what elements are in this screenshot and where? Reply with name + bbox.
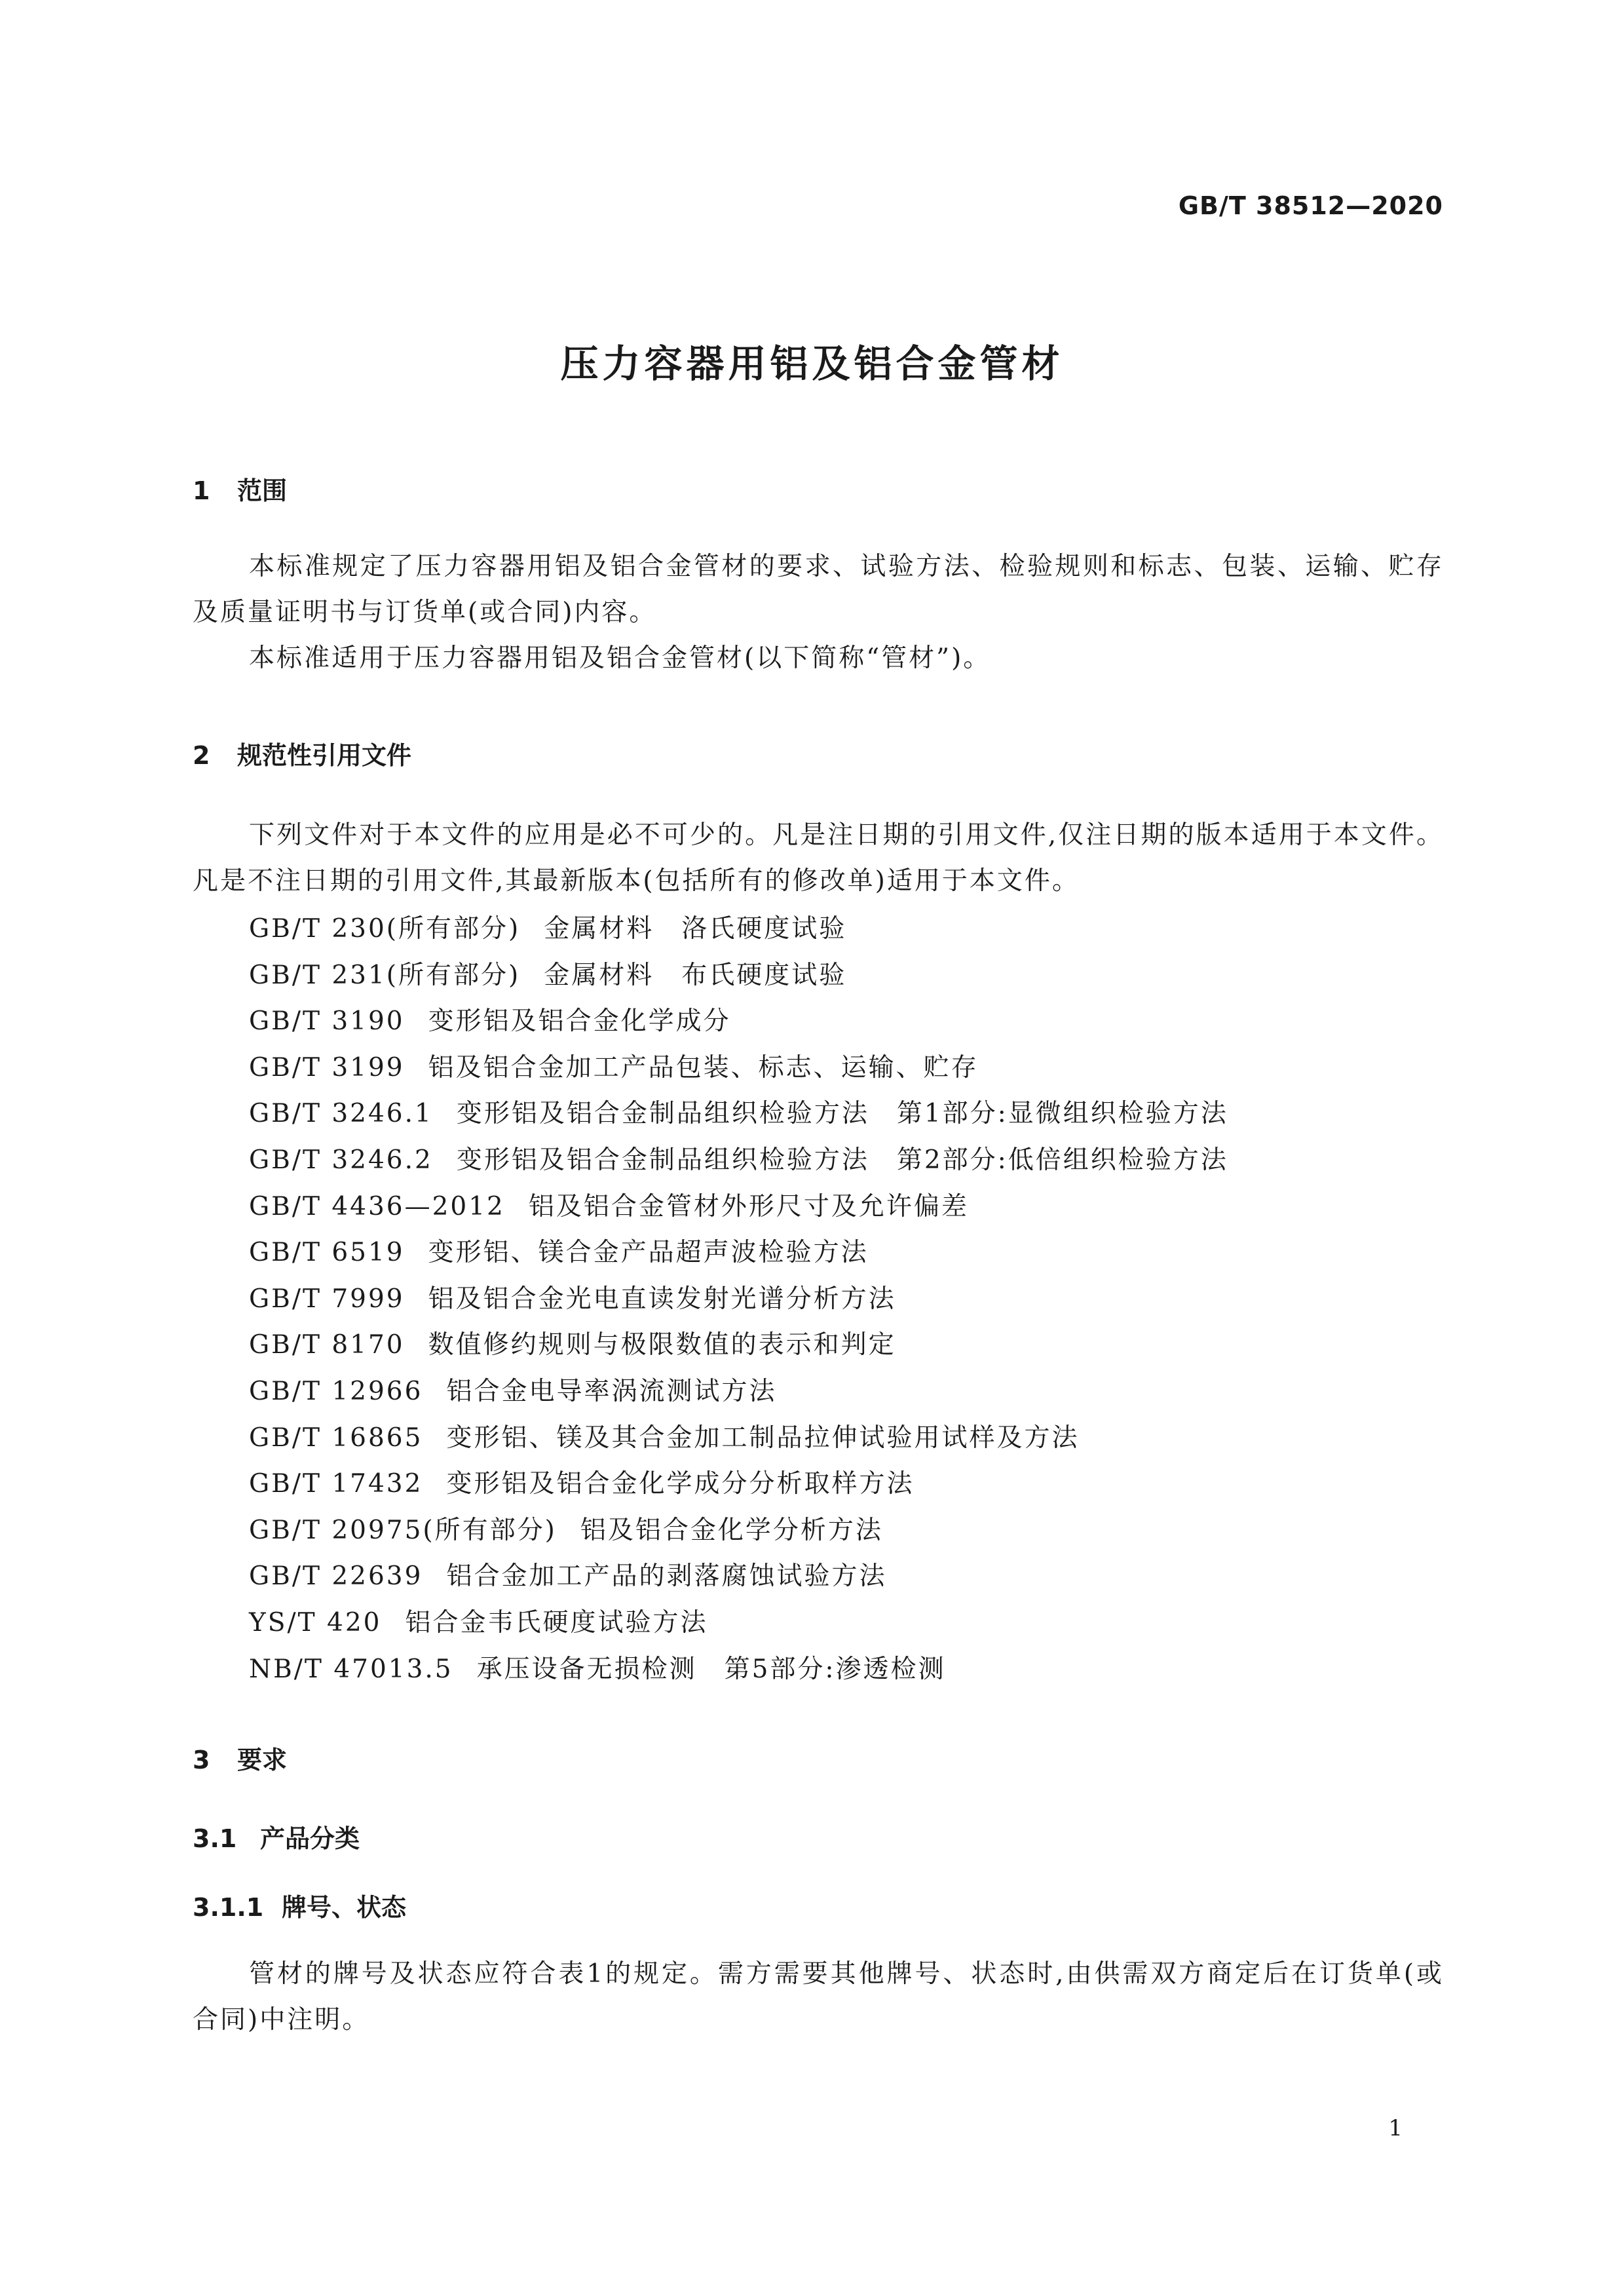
reference-title: 金属材料 布氏硬度试验 (544, 960, 847, 990)
section-number: 1 (193, 476, 210, 505)
reference-item (249, 1508, 1228, 1554)
reference-title: 铝及铝合金加工产品包装、标志、运输、贮存 (428, 1052, 979, 1082)
reference-code: GB/T 12966 (249, 1376, 423, 1406)
section-3-1-1-heading (193, 1887, 406, 1923)
reference-title: 变形铝及铝合金制品组织检验方法 第2部分:低倍组织检验方法 (456, 1145, 1228, 1175)
reference-code: GB/T 3246.1 (249, 1099, 433, 1129)
reference-item (249, 1322, 1228, 1369)
reference-title: 数值修约规则与极限数值的表示和判定 (428, 1330, 896, 1360)
reference-code: GB/T 3246.2 (249, 1145, 433, 1175)
reference-item (249, 999, 1228, 1045)
reference-code: GB/T 3199 (249, 1052, 405, 1082)
reference-list (249, 906, 1228, 1693)
reference-title: 铝合金加工产品的剥落腐蚀试验方法 (446, 1561, 887, 1592)
reference-item (249, 1091, 1228, 1138)
section-number: 3 (193, 1746, 210, 1774)
reference-item (249, 1230, 1228, 1276)
reference-item (249, 953, 1228, 999)
reference-code: GB/T 20975(所有部分) (249, 1515, 557, 1545)
reference-title: 变形铝及铝合金化学成分分析取样方法 (446, 1469, 915, 1499)
section-3-1-1-body (193, 1951, 1444, 2043)
section-3-1-heading (193, 1818, 360, 1854)
section-title: 规范性引用文件 (237, 741, 412, 770)
reference-item (249, 1600, 1228, 1647)
reference-item (249, 1554, 1228, 1600)
paragraph: 下列文件对于本文件的应用是必不可少的。凡是注日期的引用文件,仅注日期的版本适用于本文件。凡是不注日期的引用文件,其最新版本(包括所有的修改单)适用于本文件。 (193, 820, 1444, 896)
section-number: 3.1 (193, 1824, 237, 1853)
section-title: 牌号、状态 (282, 1893, 407, 1922)
reference-title: 金属材料 洛氏硬度试验 (544, 914, 847, 944)
reference-code: GB/T 17432 (249, 1469, 423, 1499)
reference-item (249, 906, 1228, 953)
reference-code: GB/T 7999 (249, 1284, 405, 1314)
reference-code: GB/T 3190 (249, 1006, 405, 1037)
reference-title: 承压设备无损检测 第5部分:渗透检测 (476, 1654, 946, 1684)
reference-title: 变形铝及铝合金化学成分 (428, 1006, 731, 1037)
reference-code: GB/T 22639 (249, 1561, 423, 1592)
section-number: 2 (193, 741, 210, 770)
section-title: 范围 (237, 476, 288, 505)
paragraph: 本标准规定了压力容器用铝及铝合金管材的要求、试验方法、检验规则和标志、包装、运输、贮存及质量证明书与订货单(或合同)内容。 (193, 552, 1444, 627)
reference-item (249, 1369, 1228, 1415)
reference-title: 变形铝、镁及其合金加工制品拉伸试验用试样及方法 (446, 1423, 1080, 1453)
standard-code: GB/T 38512—2020 (1178, 191, 1443, 220)
section-2-heading (193, 735, 411, 771)
reference-item (249, 1276, 1228, 1323)
reference-title: 变形铝、镁合金产品超声波检验方法 (428, 1238, 869, 1268)
section-number: 3.1.1 (193, 1893, 264, 1922)
reference-item (249, 1138, 1228, 1184)
reference-item (249, 1184, 1228, 1231)
section-1-body (193, 544, 1444, 681)
reference-item (249, 1415, 1228, 1462)
page-number: 1 (1388, 2115, 1403, 2141)
reference-code: GB/T 231(所有部分) (249, 960, 521, 990)
reference-code: GB/T 8170 (249, 1330, 405, 1360)
reference-item (249, 1647, 1228, 1693)
paragraph: 本标准适用于压力容器用铝及铝合金管材(以下简称“管材”)。 (249, 643, 991, 673)
reference-item (249, 1461, 1228, 1508)
reference-title: 铝及铝合金光电直读发射光谱分析方法 (428, 1284, 896, 1314)
document-title: 压力容器用铝及铝合金管材 (560, 341, 1064, 386)
reference-code: GB/T 6519 (249, 1238, 405, 1268)
reference-title: 铝合金韦氏硬度试验方法 (405, 1607, 708, 1637)
reference-title: 铝合金电导率涡流测试方法 (446, 1376, 777, 1406)
reference-title: 变形铝及铝合金制品组织检验方法 第1部分:显微组织检验方法 (456, 1099, 1228, 1129)
reference-code: GB/T 4436—2012 (249, 1191, 505, 1221)
section-1-heading (193, 470, 287, 507)
reference-title: 铝及铝合金化学分析方法 (580, 1515, 883, 1545)
reference-code: NB/T 47013.5 (249, 1654, 453, 1684)
reference-code: YS/T 420 (249, 1607, 382, 1637)
reference-title: 铝及铝合金管材外形尺寸及允许偏差 (528, 1191, 969, 1221)
section-3-heading (193, 1740, 287, 1776)
reference-code: GB/T 230(所有部分) (249, 914, 521, 944)
reference-item (249, 1045, 1228, 1092)
section-2-intro (193, 813, 1444, 904)
paragraph: 管材的牌号及状态应符合表1的规定。需方需要其他牌号、状态时,由供需双方商定后在订货单(或合同)中注明。 (193, 1959, 1444, 2035)
section-title: 要求 (237, 1746, 288, 1774)
reference-code: GB/T 16865 (249, 1423, 423, 1453)
section-title: 产品分类 (260, 1824, 360, 1853)
